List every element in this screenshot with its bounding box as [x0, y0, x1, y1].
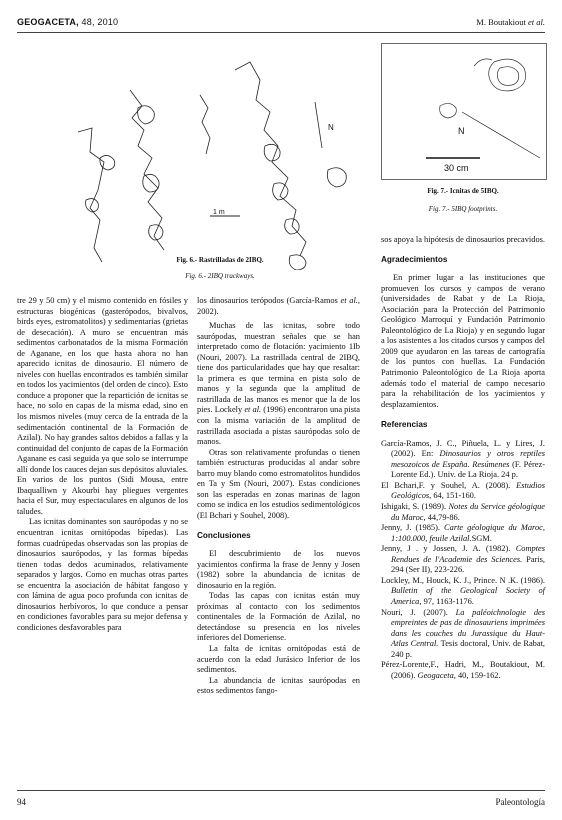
- caption-number: Fig. 6.-: [176, 256, 198, 264]
- figure-7: [381, 43, 547, 180]
- reference-item: [381, 544, 545, 576]
- caption-text: 5IBQ footprints.: [451, 205, 498, 213]
- caption-text: 2IBQ trackways.: [207, 272, 255, 280]
- journal-header: [17, 17, 118, 27]
- text-run: Ishigaki, S. (1989).: [381, 502, 449, 512]
- footprint: [264, 144, 280, 161]
- caption-number: Fig. 6.-: [185, 272, 206, 280]
- figure-7-caption-es: [381, 187, 545, 195]
- author-name: M. Boutakiout: [476, 17, 526, 27]
- text-run: Jenny, J . y Jossen, J. A. (1982).: [381, 544, 516, 554]
- paragraph: Otras son relativamente profundas o tienen también estructuras producidas al andar sobre barro muy blando como estromatolitos hundidos en Ta y Sm (Nouri, 2007). Estas condiciones son las esperadas en zonas marinas de lagon como se indica en los estudios sedimentológicos (El Bchari y Souhel, 2008).: [197, 447, 360, 520]
- paragraph: La falta de icnitas ornitópodas está de acuerdo con la edad Jurásico Inferior de los sedimentos.: [197, 643, 360, 675]
- journal-name: GEOGACETA,: [17, 17, 79, 27]
- footprint: [273, 183, 288, 200]
- footprint-outline: [474, 59, 492, 66]
- text-run: , 2002).: [197, 296, 360, 316]
- section-name: Paleontología: [495, 797, 545, 807]
- footer-rule: [17, 790, 545, 791]
- text-run-italic: Bulletin of the Geological Society of America: [391, 586, 545, 606]
- text-run: (F. Pérez-Lorente Ed.). Univ. de La Rioja. 24 p.: [391, 459, 545, 480]
- text-run: Pérez-Lorente,F., Hadri, M., Boutakiout, M. (2006).: [381, 660, 545, 680]
- footprint: [143, 174, 159, 192]
- north-arrow: [315, 102, 322, 148]
- journal-volume: 48, 2010: [81, 17, 119, 27]
- paragraph: [197, 296, 360, 317]
- section-heading-conclusiones: Conclusiones: [197, 531, 251, 541]
- caption-number: Fig. 7.-: [427, 187, 449, 195]
- reference-item: [381, 523, 545, 544]
- trackway-line-center: [130, 90, 164, 250]
- text-run-italic: et al.: [340, 296, 358, 305]
- text-column-2: [197, 296, 360, 697]
- text-run: García-Ramos, J. C., Piñuela, L. y Lires, J. (2002). En:: [381, 438, 545, 459]
- reference-item: [381, 576, 545, 608]
- north-arrow: [462, 112, 540, 158]
- scale-label: 1 m: [213, 209, 225, 216]
- text-column-1: [17, 296, 188, 634]
- text-run: Tesis doctoral, Univ. de Rabat, 240 p.: [391, 639, 545, 659]
- text-run-italic: La paléoichnologie des empreintes de pas de dinosauriens imprimées dans les couches du Jurassique du Haut-Atlas Central.: [391, 607, 545, 649]
- reference-list: [381, 439, 545, 682]
- text-run-italic: Carte géologique du Maroc, 1:100.000, feuile Azilal.: [391, 523, 545, 543]
- paragraph: Todas las capas con icnitas están muy próximas al contacto con los sedimentos continentales de la Formación de Azilal, no detectándose su presencia en los niveles inferiores del Domeriense.: [197, 591, 360, 643]
- footprint-outline: [497, 67, 518, 86]
- text-run: Nouri, J. (2007).: [381, 607, 456, 617]
- trackway-line-left: [78, 128, 104, 262]
- reference-item: [381, 502, 545, 523]
- text-run: Muchas de las icnitas, sobre todo saurópodas, muestran señales que se han interpretado como de flotación: yacimiento 1Ib (Nouri, 2007). La rastrillada central de 2IBQ, tiene dos particularidades que hay que resaltar: la primera es que termina en pista solo de manos y la segunda que la amplitud de rastrillada de las manos es menor que la de los pies. Lockely: [197, 321, 360, 415]
- text-run-italic: Dinosaurios y otros reptiles mesozoicos de España. Resúmenes: [391, 449, 545, 469]
- footprint-outline: [440, 103, 457, 118]
- text-run: , 40, 159-162.: [453, 670, 501, 680]
- caption-text: Rastrilladas de 2IBQ.: [198, 256, 264, 264]
- text-run: El Bchari,F. y Souhel, A. (2008).: [381, 480, 517, 490]
- trackway-line-small: [200, 95, 210, 154]
- text-run-italic: Estudios Geológicos: [391, 480, 545, 501]
- north-label: N: [328, 123, 334, 132]
- figure-7-caption-en: [381, 205, 545, 213]
- page-number: 94: [17, 797, 26, 807]
- text-run: , 64, 151-160.: [429, 491, 476, 501]
- author-etal: et al.: [528, 17, 545, 27]
- reference-item: [381, 481, 545, 502]
- caption-number: Fig. 7.-: [428, 205, 450, 213]
- scale-label: 30 cm: [444, 163, 469, 173]
- text-run: los dinosaurios terópodos (García-Ramos: [197, 296, 341, 305]
- text-run-italic: et al.: [244, 405, 262, 415]
- paragraph: En primer lugar a las instituciones que promueven los cursos y campos de verano (universidades de Rabat y de La Rioja, Asociación para la Protección del Patrimonio Geológico Marroquí y Fundación Patrimonio Paleontológico de La Rioja) y en segundo lugar a los asistentes a los citados cursos y campos del 2009 que ayudaron en las tareas de cartografía de los puntos con huellas. La Fundación Patrimonio Paleontológico de La Rioja aporta además todo el material de campo necesario para la rehabilitación de los yacimientos y desplazamientos.: [381, 273, 545, 409]
- footprint-drawing: [382, 44, 546, 179]
- reference-item: [381, 439, 545, 481]
- trackway-drawing: [60, 50, 370, 270]
- footprint: [327, 168, 346, 187]
- text-run: Lockley, M., Houck, K. J., Prince. N .K. (1986).: [381, 575, 545, 585]
- text-run: , 97, 1163-1176.: [419, 596, 474, 606]
- text-run-italic: Geogaceta: [417, 670, 454, 680]
- text-run: Paris, 294 (Ser II), 223-226.: [391, 554, 546, 575]
- header-rule: [17, 32, 545, 33]
- text-run: (1996) encontraron una pista con la misma variación de la amplitud de rastrillada asociada a pistas saurópodas solo de manos.: [197, 405, 361, 447]
- footprint: [100, 155, 115, 170]
- paragraph: sos apoya la hipótesis de dinosaurios precavidos.: [381, 235, 545, 244]
- text-run: , 44,79-86.: [423, 512, 460, 522]
- trackway-line-right: [235, 62, 306, 256]
- text-run: Jenny, J. (1985).: [381, 523, 445, 533]
- footprint-outline: [489, 59, 526, 91]
- section-heading-referencias: Referencias: [381, 420, 428, 430]
- text-column-3: [381, 235, 545, 681]
- text-run-italic: Comptes Rendues de l'Academie des Sciences.: [391, 544, 545, 564]
- text-run: SGM.: [471, 533, 492, 543]
- text-run-italic: Notes du Service géologique du Maroc: [391, 502, 545, 522]
- paragraph: tre 29 y 50 cm) y el mismo contenido en fósiles y estructuras biogénicas (gasterópodos, bivalvos, birds eyes, estromatolitos) y sedimentarias (grietas de desecación). A muro se encuentran más sedimentos carbonatados de la misma Formación de Aganane, en los que hasta ahora no han aparecido icnitas de dinosaurio. El número de niveles con huellas encontrados es también similar en todos los yacimientos (del orden de cinco). Esto conduce a proponer que la repartición de icnitas se hace, no solo en capas de la misma edad, sino en los mismos niveles (muy cerca de la entrada de la sedimentación continental de la Formación de Azilal). No hay grandes saltos debidos a fallas y la continuidad del conjunto de capas de la Formación Aganane es casi seguida ya que solo se interrumpe allí donde los cauces dejan sus depósitos aluviales. En varios de los puntos (Sidi Mousa, entre Ibaqualliwn y Akourbi hay pliegues vergentes hacia el Sur, muy espectaculares en algunos de los taludes.: [17, 296, 188, 516]
- figure-6-caption-es: [70, 256, 370, 264]
- paragraph: Las icnitas dominantes son saurópodas y no se encuentran icnitas ornitópodas bípedas). Las formas cuadrúpedas observadas son las propias de dinosaurios saurópodos, y las formas bípedas tienen todas dedos acuminados, relativamente separados y largos. Como en muchas otras partes se encuentra la asociación de hábitat fangoso y con lámina de agua poco profunda con icnitas de dinosaurios herbívoros, lo que conduce a pensar en condiciones favorables para su mejor defensa y condiciones desfavorables para: [17, 517, 188, 632]
- paragraph: La abundancia de icnitas saurópodas en estos sedimentos fango-: [197, 675, 360, 696]
- reference-item: [381, 660, 545, 681]
- figure-6-caption-en: [70, 272, 370, 280]
- paragraph: [197, 321, 360, 448]
- section-heading-agradecimientos: Agradecimientos: [381, 254, 448, 264]
- paragraph: El descubrimiento de los nuevos yacimientos confirma la frase de Jenny y Josen (1982) sobre la abundancia de icnitas de dinosaurio en la región.: [197, 549, 360, 590]
- author-header: [476, 17, 545, 27]
- figure-6: [60, 50, 370, 270]
- north-label: N: [458, 126, 465, 136]
- reference-item: [381, 608, 545, 661]
- caption-text: Icnitas de 5IBQ.: [449, 187, 499, 195]
